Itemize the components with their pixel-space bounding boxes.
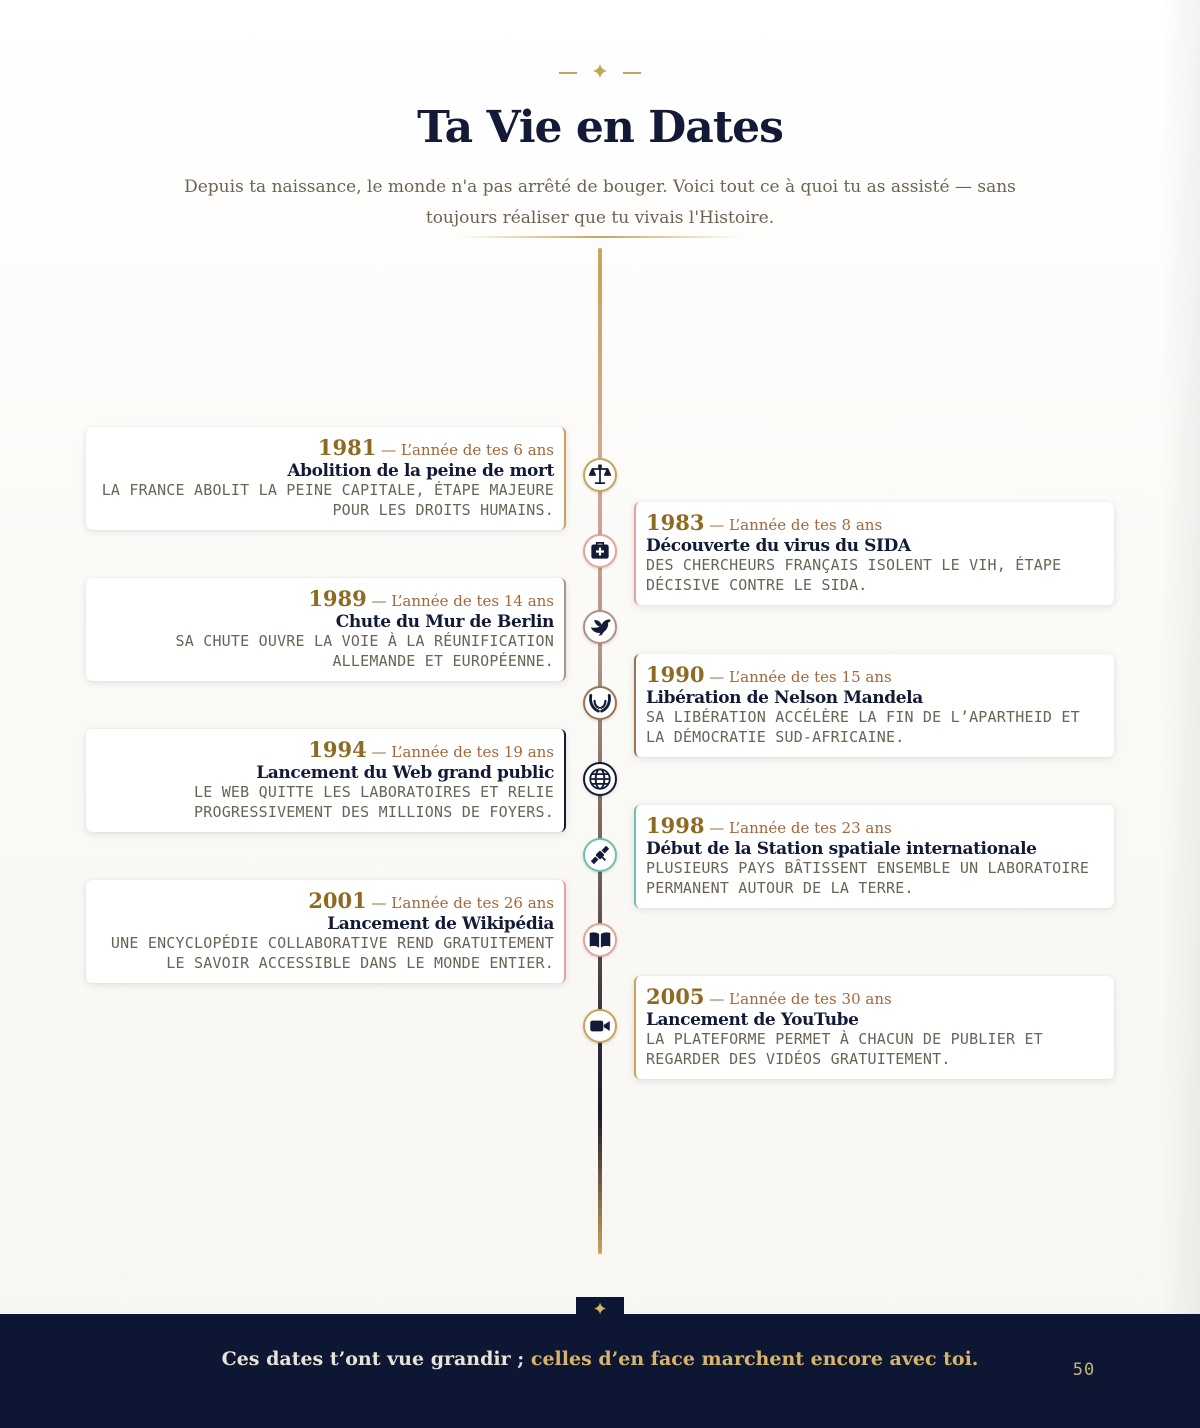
satellite-icon xyxy=(583,838,617,872)
event-year: 1994 xyxy=(308,737,367,762)
book-icon xyxy=(583,923,617,957)
event-description: PLUSIEURS PAYS BÂTISSENT ENSEMBLE UN LABORATOIRE PERMANENT AUTOUR DE LA TERRE. xyxy=(646,859,1090,897)
event-title: Abolition de la peine de mort xyxy=(287,461,554,481)
timeline-card-1989 xyxy=(86,578,566,681)
event-description: LA FRANCE ABOLIT LA PEINE CAPITALE, ÉTAPE MAJEURE POUR LES DROITS HUMAINS. xyxy=(101,481,554,519)
timeline-card-1990 xyxy=(634,654,1114,757)
event-title: Lancement de Wikipédia xyxy=(327,914,554,934)
page-title: Ta Vie en Dates xyxy=(417,102,783,153)
event-heading xyxy=(96,890,554,914)
event-year: 1998 xyxy=(646,813,705,838)
timeline-card-2001 xyxy=(86,880,566,983)
event-age: — L’année de tes 19 ans xyxy=(366,743,554,761)
event-title: Lancement de YouTube xyxy=(646,1010,859,1030)
medical-kit-icon xyxy=(583,534,617,568)
event-year: 1981 xyxy=(317,435,377,460)
event-description: LE WEB QUITTE LES LABORATOIRES ET RELIE PROGRESSIVEMENT DES MILLIONS DE FOYERS. xyxy=(194,783,554,821)
event-age: — L’année de tes 14 ans xyxy=(366,592,554,610)
event-age: — L’année de tes 6 ans xyxy=(376,441,554,459)
ornament-dash-right xyxy=(623,72,641,74)
event-age: — L’année de tes 26 ans xyxy=(366,894,554,912)
event-age: — L’année de tes 23 ans xyxy=(704,819,892,837)
event-heading xyxy=(646,664,1104,688)
footer-quote-accent: celles d’en face marchent encore avec toi. xyxy=(530,1348,979,1370)
footer-bar xyxy=(0,1314,1200,1428)
event-age: — L’année de tes 15 ans xyxy=(704,668,892,686)
timeline-spine xyxy=(598,248,602,1254)
event-heading xyxy=(646,512,1104,536)
event-heading xyxy=(96,588,554,612)
globe-icon xyxy=(583,762,617,796)
video-camera-icon xyxy=(583,1009,617,1043)
timeline-card-2005 xyxy=(634,976,1114,1079)
timeline-card-1994 xyxy=(86,729,566,832)
event-heading xyxy=(96,437,554,461)
footer-quote xyxy=(0,1348,1200,1370)
event-age: — L’année de tes 8 ans xyxy=(704,516,883,534)
ornament-dash-left xyxy=(559,72,577,74)
timeline-card-1998 xyxy=(634,805,1114,908)
timeline-card-1981 xyxy=(86,427,566,530)
footer-quote-main: Ces dates t’ont vue grandir ; xyxy=(221,1348,531,1370)
event-description: SA CHUTE OUVRE LA VOIE À LA RÉUNIFICATION ALLEMANDE ET EUROPÉENNE. xyxy=(175,632,554,670)
event-heading xyxy=(96,739,554,763)
intro-divider xyxy=(460,236,740,238)
event-description: LA PLATEFORME PERMET À CHACUN DE PUBLIER ET REGARDER DES VIDÉOS GRATUITEMENT. xyxy=(646,1030,1043,1068)
page-edge-shadow xyxy=(1160,0,1200,1314)
intro-text: Depuis ta naissance, le monde n'a pas arrêté de bouger. Voici tout ce à quoi tu as assisté — sans toujours réaliser que tu vivais l'Histoire. xyxy=(184,177,1016,228)
event-description: SA LIBÉRATION ACCÉLÈRE LA FIN DE L’APARTHEID ET LA DÉMOCRATIE SUD-AFRICAINE. xyxy=(646,708,1080,746)
event-title: Libération de Nelson Mandela xyxy=(646,688,923,708)
timeline-card-1983 xyxy=(634,502,1114,605)
event-heading xyxy=(646,986,1104,1010)
scales-icon xyxy=(583,458,617,492)
page-number: 50 xyxy=(1072,1360,1096,1380)
event-title: Découverte du virus du SIDA xyxy=(646,536,911,556)
star-icon: ✦ xyxy=(590,60,610,85)
event-age: — L’année de tes 30 ans xyxy=(704,990,892,1008)
event-year: 1983 xyxy=(646,510,705,535)
event-title: Lancement du Web grand public xyxy=(256,763,554,783)
event-heading xyxy=(646,815,1104,839)
star-icon: ✦ xyxy=(576,1297,624,1323)
dove-icon xyxy=(583,610,617,644)
event-description: DES CHERCHEURS FRANÇAIS ISOLENT LE VIH, ÉTAPE DÉCISIVE CONTRE LE SIDA. xyxy=(646,556,1062,594)
event-title: Chute du Mur de Berlin xyxy=(335,612,554,632)
event-year: 1990 xyxy=(646,662,705,687)
event-title: Début de la Station spatiale internationale xyxy=(646,839,1037,859)
event-description: UNE ENCYCLOPÉDIE COLLABORATIVE REND GRATUITEMENT LE SAVOIR ACCESSIBLE DANS LE MONDE ENTIER. xyxy=(110,934,554,972)
event-year: 1989 xyxy=(308,586,367,611)
hands-icon xyxy=(583,686,617,720)
event-year: 2005 xyxy=(646,984,705,1009)
event-year: 2001 xyxy=(308,888,367,913)
header-ornament xyxy=(0,60,1200,86)
